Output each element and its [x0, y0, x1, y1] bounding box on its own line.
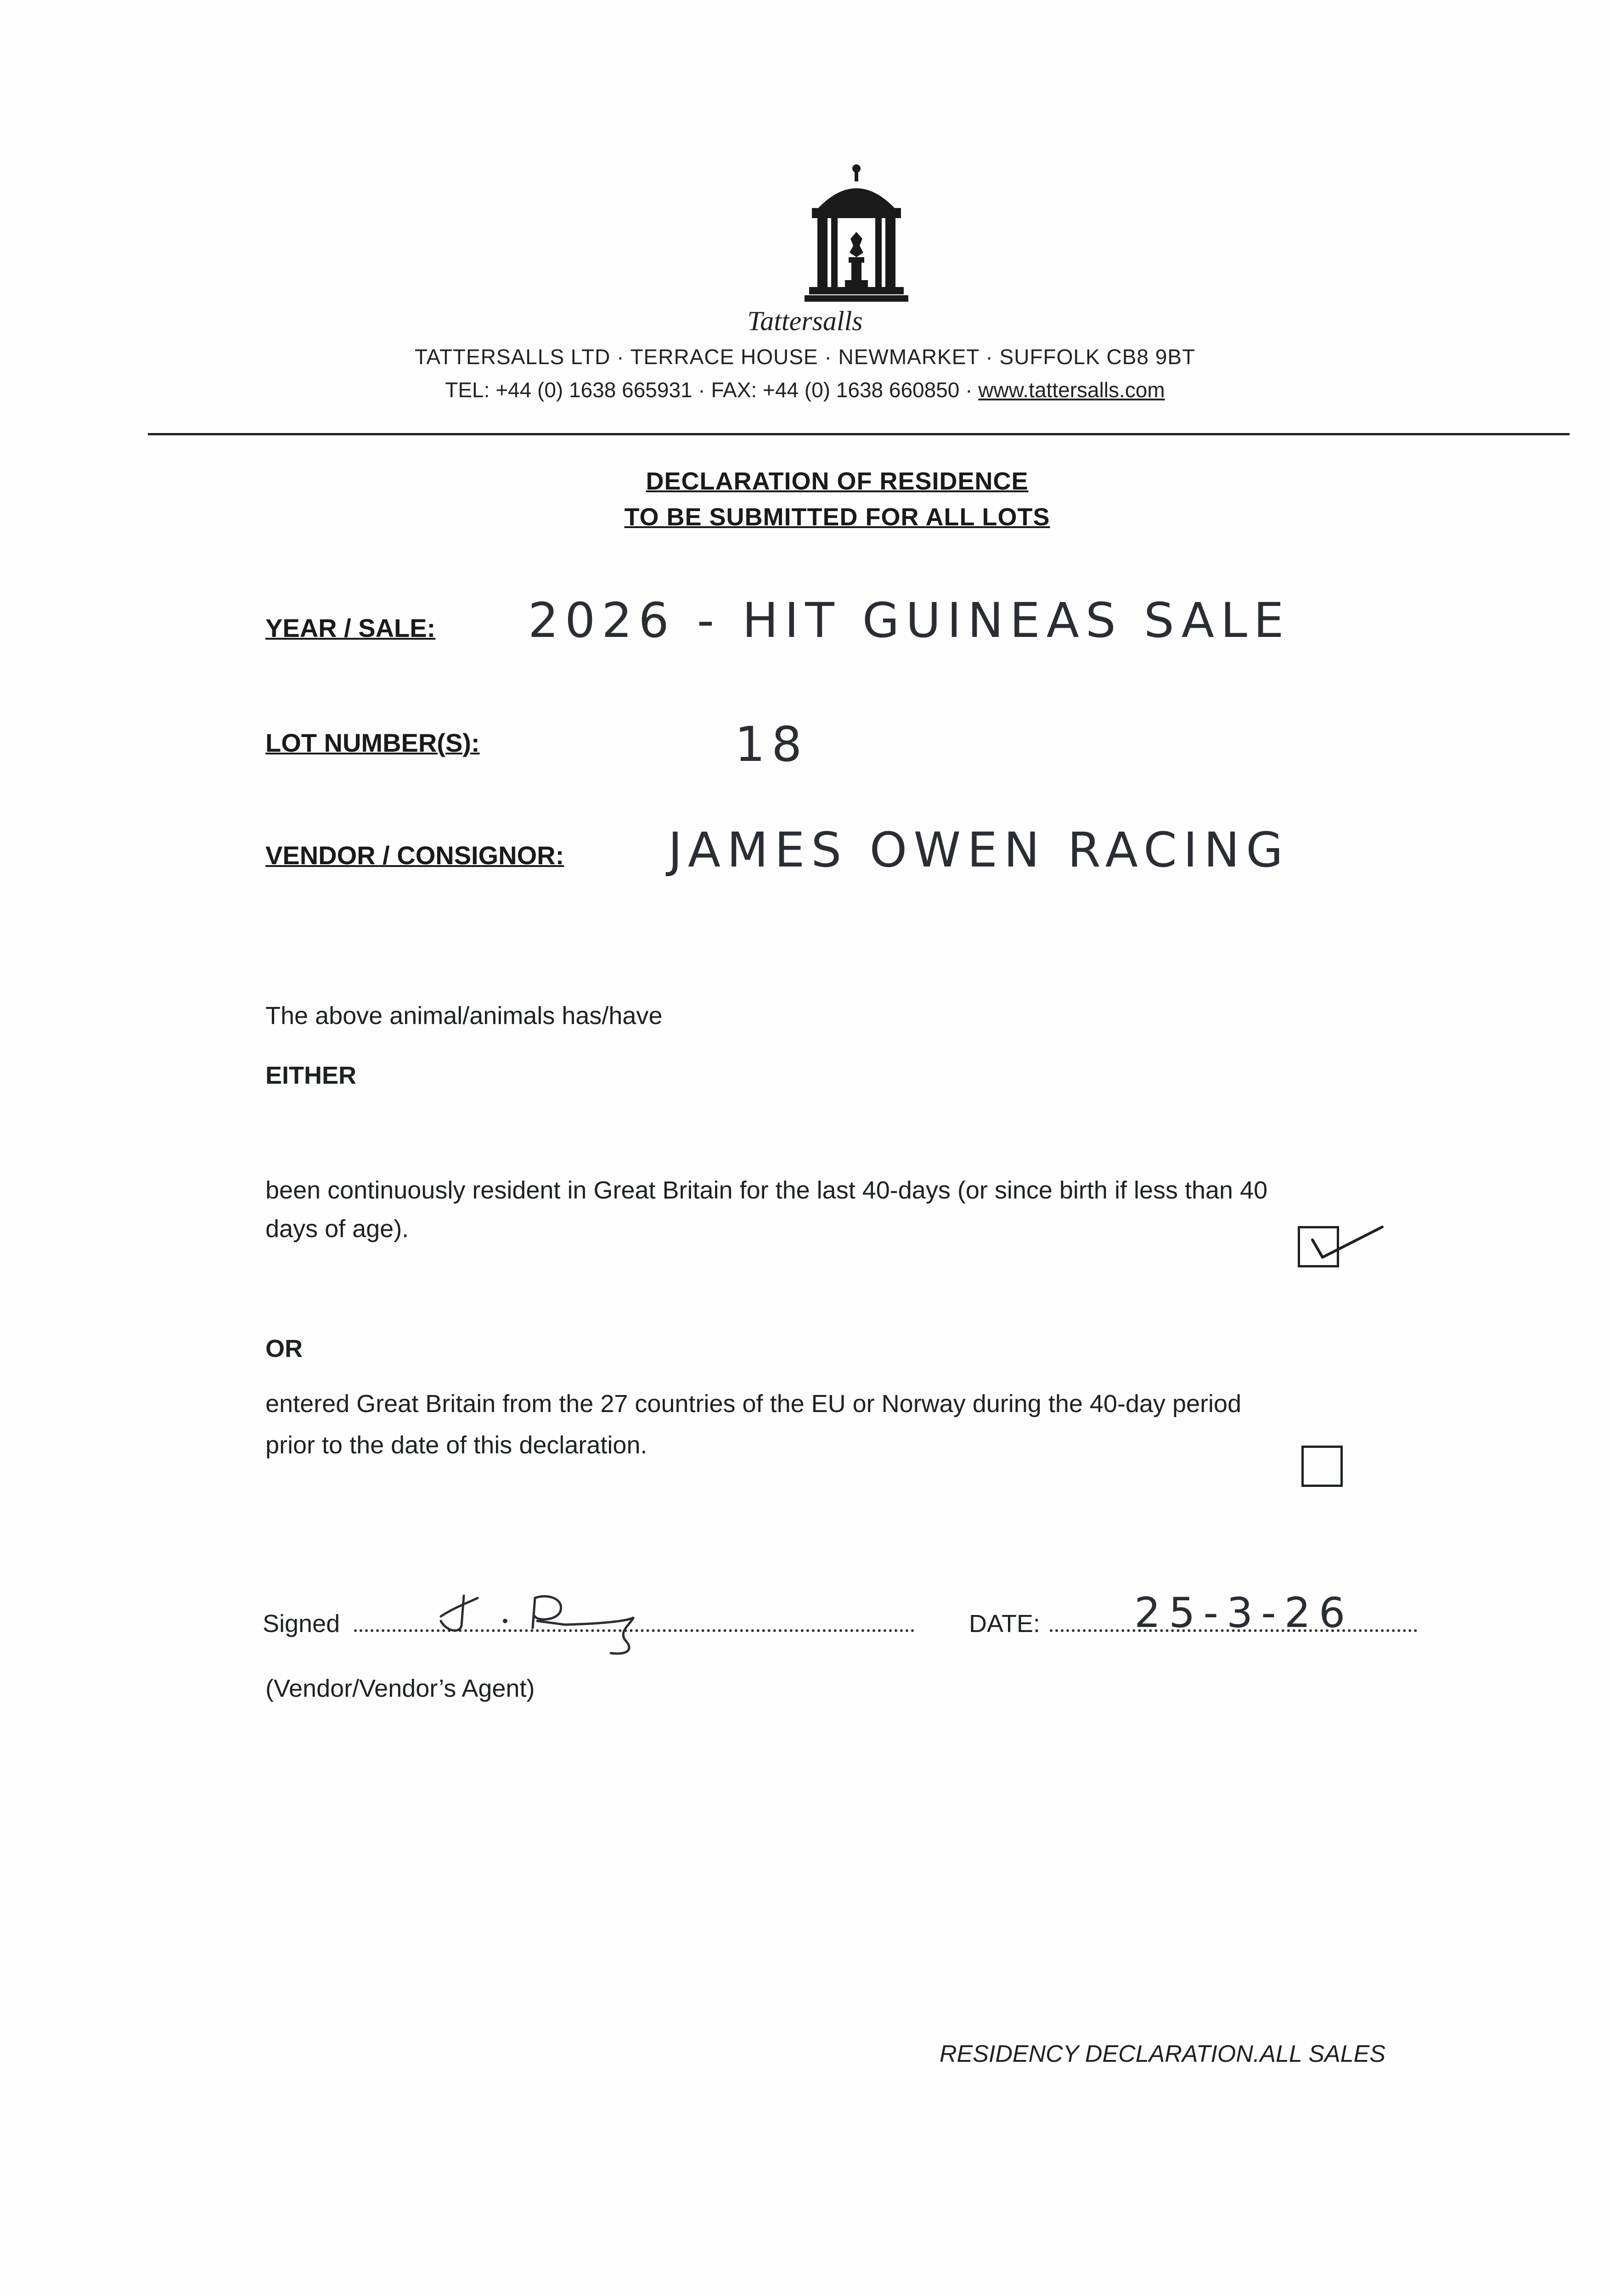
checkmark-icon [1304, 1221, 1387, 1272]
date-label: DATE: [969, 1610, 1041, 1638]
either-label: EITHER [265, 1062, 357, 1089]
option-entered-line2: prior to the date of this declaration. [265, 1431, 647, 1459]
website-link[interactable]: www.tattersalls.com [978, 378, 1165, 402]
lot-numbers-value[interactable]: 18 [735, 716, 809, 772]
header-divider [148, 433, 1570, 435]
signed-note: (Vendor/Vendor’s Agent) [265, 1675, 535, 1702]
lot-numbers-label: LOT NUMBER(S): [265, 728, 480, 757]
date-value[interactable]: 25-3-26 [1134, 1589, 1354, 1637]
option-entered-checkbox[interactable] [1301, 1446, 1343, 1487]
year-sale-label: YEAR / SALE: [265, 613, 436, 642]
vendor-consignor-value[interactable]: JAMES OWEN RACING [668, 822, 1289, 878]
tattersalls-logo [799, 158, 914, 305]
or-label: OR [265, 1335, 303, 1362]
year-sale-value[interactable]: 2026 - HIT GUINEAS SALE [528, 592, 1290, 648]
signed-label: Signed [263, 1610, 340, 1638]
company-address: TATTERSALLS LTD · TERRACE HOUSE · NEWMARKET · SUFFOLK CB8 9BT [414, 345, 1196, 369]
footer-reference: RESIDENCY DECLARATION.ALL SALES [940, 2041, 1386, 2067]
form-subtitle: TO BE SUBMITTED FOR ALL LOTS [624, 503, 1050, 531]
vendor-consignor-label: VENDOR / CONSIGNOR: [265, 841, 564, 870]
company-contact [0, 377, 1610, 402]
brand-name: Tattersalls [747, 306, 863, 336]
statement-intro: The above animal/animals has/have [265, 1002, 663, 1030]
option-resident-line2: days of age). [265, 1215, 409, 1243]
form-title: DECLARATION OF RESIDENCE [646, 467, 1029, 495]
contact-numbers: TEL: +44 (0) 1638 665931 · FAX: +44 (0) 1638 660850 · [445, 378, 979, 402]
option-resident-line1: been continuously resident in Great Britain for the last 40-days (or since birth if less than 40 [265, 1176, 1268, 1204]
signature-mark [427, 1589, 712, 1658]
option-entered-line1: entered Great Britain from the 27 countries of the EU or Norway during the 40-day period [265, 1390, 1242, 1418]
